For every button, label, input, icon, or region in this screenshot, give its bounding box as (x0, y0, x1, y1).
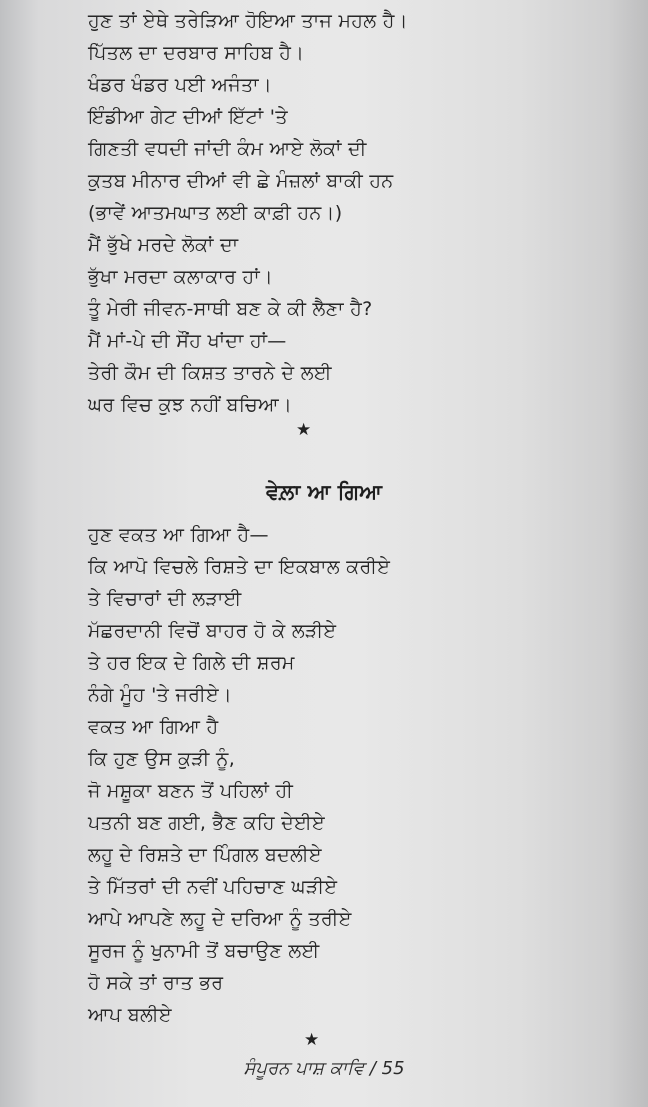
page-edge-shadow (608, 0, 648, 1107)
poem-line: ਵਕਤ ਆ ਗਿਆ ਹੈ (88, 716, 219, 738)
poem-line: ਘਰ ਵਿਚ ਕੁਝ ਨਹੀਂ ਬਚਿਆ। (88, 394, 293, 416)
poem-line: ਹੋ ਸਕੇ ਤਾਂ ਰਾਤ ਭਰ (88, 972, 224, 994)
poem-line: ਭੁੱਖਾ ਮਰਦਾ ਕਲਾਕਾਰ ਹਾਂ। (88, 266, 273, 288)
poem-line: ਕਿ ਆਪੋ ਵਿਚਲੇ ਰਿਸ਼ਤੇ ਦਾ ਇਕਬਾਲ ਕਰੀਏ (88, 556, 391, 578)
poem-line: ਕਿ ਹੁਣ ਉਸ ਕੁੜੀ ਨੂੰ, (88, 748, 236, 770)
poem-line: ਇੰਡੀਆ ਗੇਟ ਦੀਆਂ ਇੱਟਾਂ 'ਤੇ (88, 106, 288, 128)
poem-line: ਪਤਨੀ ਬਣ ਗਈ, ਭੈਣ ਕਹਿ ਦੇਈਏ (88, 812, 325, 834)
poem-line: ਪਿੱਤਲ ਦਾ ਦਰਬਾਰ ਸਾਹਿਬ ਹੈ। (88, 42, 305, 64)
poem-line: ਗਿਣਤੀ ਵਧਦੀ ਜਾਂਦੀ ਕੰਮ ਆਏ ਲੋਕਾਂ ਦੀ (88, 138, 367, 160)
poem-line: (ਭਾਵੇਂ ਆਤਮਘਾਤ ਲਈ ਕਾਫ਼ੀ ਹਨ।) (88, 202, 343, 224)
page-footer: ਸੰਪੂਰਨ ਪਾਸ਼ ਕਾਵਿ / 55 (243, 1058, 405, 1079)
poem-line: ਤੇ ਮਿੱਤਰਾਂ ਦੀ ਨਵੀਂ ਪਹਿਚਾਣ ਘੜੀਏ (88, 876, 338, 898)
poem-line: ਨੰਗੇ ਮੂੰਹ 'ਤੇ ਜਰੀਏ। (88, 684, 233, 706)
poem-title: ਵੇਲ਼ਾ ਆ ਗਿਆ (266, 480, 382, 504)
poem-line: ਹੁਣ ਤਾਂ ਏਥੇ ਤਰੇੜਿਆ ਹੋਇਆ ਤਾਜ ਮਹਲ ਹੈ। (88, 10, 408, 32)
poem-line: ਸੂਰਜ ਨੂੰ ਖੁਨਾਮੀ ਤੋਂ ਬਚਾਉਣ ਲਈ (88, 940, 320, 962)
poem-line: ਆਪ ਬਲੀਏ (88, 1004, 172, 1026)
poem-line: ਮੱਛਰਦਾਨੀ ਵਿਚੋਂ ਬਾਹਰ ਹੋ ਕੇ ਲੜੀਏ (88, 620, 337, 642)
poem-line: ਜੋ ਮਸ਼ੂਕਾ ਬਣਨ ਤੋਂ ਪਹਿਲਾਂ ਹੀ (88, 780, 294, 802)
poem-line: ਤੇ ਵਿਚਾਰਾਂ ਦੀ ਲੜਾਈ (88, 588, 242, 610)
poem-line: ਤੇ ਹਰ ਇਕ ਦੇ ਗਿਲੇ ਦੀ ਸ਼ਰਮ (88, 652, 295, 674)
poem-line: ਕੁਤਬ ਮੀਨਾਰ ਦੀਆਂ ਵੀ ਛੇ ਮੰਜ਼ਲਾਂ ਬਾਕੀ ਹਨ (88, 170, 394, 192)
poem-line: ਖੰਡਰ ਖੰਡਰ ਪਈ ਅਜੰਤਾ। (88, 74, 273, 96)
poem-line: ਆਪੇ ਆਪਣੇ ਲਹੂ ਦੇ ਦਰਿਆ ਨੂੰ ਤਰੀਏ (88, 908, 352, 930)
poem-line: ਲਹੂ ਦੇ ਰਿਸ਼ਤੇ ਦਾ ਪਿੰਗਲ ਬਦਲੀਏ (88, 844, 322, 866)
section-end-star: ★ (304, 1030, 320, 1050)
poem-line: ਮੈਂ ਮਾਂ-ਪੇ ਦੀ ਸੌਂਹ ਖਾਂਦਾ ਹਾਂ— (88, 330, 287, 352)
poem-line: ਮੈਂ ਭੁੱਖੇ ਮਰਦੇ ਲੋਕਾਂ ਦਾ (88, 234, 239, 256)
section-end-star: ★ (296, 420, 312, 440)
poem-line: ਤੇਰੀ ਕੌਮ ਦੀ ਕਿਸ਼ਤ ਤਾਰਨੇ ਦੇ ਲਈ (88, 362, 332, 384)
poem-line: ਤੂੰ ਮੇਰੀ ਜੀਵਨ-ਸਾਥੀ ਬਣ ਕੇ ਕੀ ਲੈਣਾ ਹੈ? (88, 298, 373, 320)
poem-line: ਹੁਣ ਵਕਤ ਆ ਗਿਆ ਹੈ— (88, 524, 269, 546)
